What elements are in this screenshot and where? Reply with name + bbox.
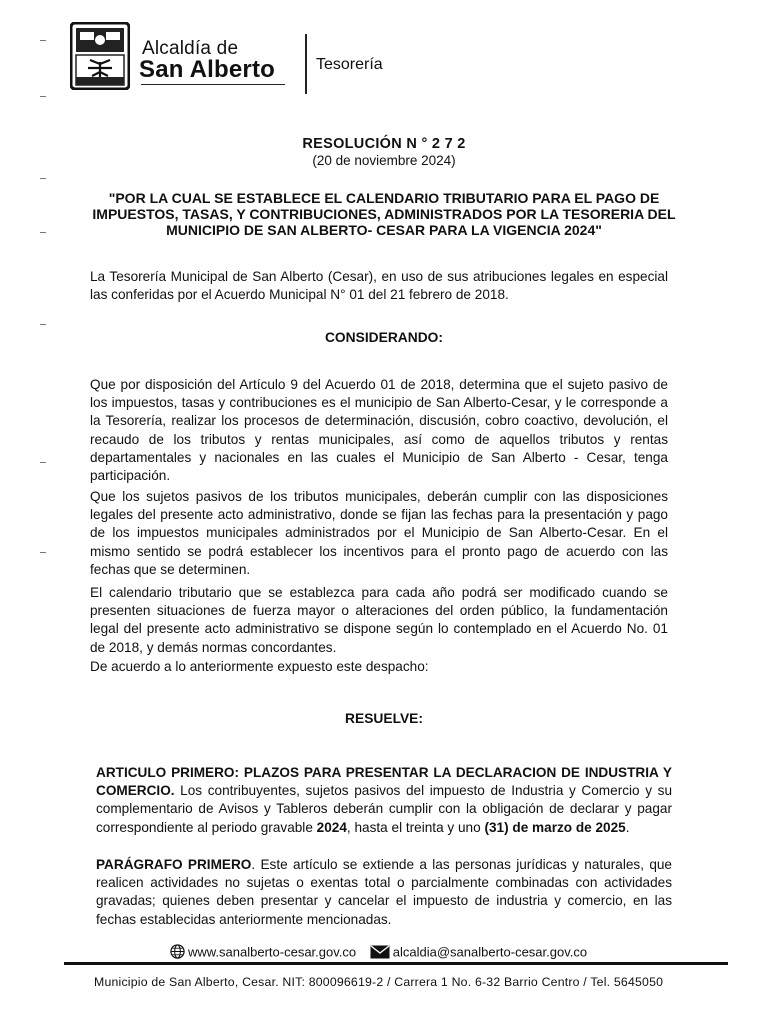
article-first-text: Los contribuyentes, sujetos pasivos del impuesto de Industria y Comercio y su complementario de Avisos y Tableros deberán cumplir con la obligación de declarar y pagar correspondiente al periodo gravable	[96, 783, 672, 835]
considerando-paragraph-4: De acuerdo a lo anteriormente expuesto este despacho:	[90, 659, 429, 674]
website-link[interactable]: www.sanalberto-cesar.gov.co	[188, 944, 357, 960]
considerando-paragraph-1: Que por disposición del Artículo 9 del Acuerdo 01 de 2018, determina que el sujeto pasivo de los impuestos, tasas y contribuciones es el municipio de San Alberto-Cesar, y le corresponde a la Tesorería, realizar los procesos de determinación, discusión, cobro coactivo, devolución, el recaudo de los tributos y rentas municipales, así como de aquellos tributos y rentas departamentales y nacionales en las cuales el Municipio de San Alberto - Cesar, tenga participación.	[90, 377, 668, 484]
article-first-text: .	[625, 819, 630, 835]
coat-of-arms-icon	[70, 22, 130, 90]
footer-address: Municipio de San Alberto, Cesar. NIT: 800096619-2 / Carrera 1 No. 6-32 Barrio Centro / Tel. 5645050	[94, 975, 664, 989]
scan-speck	[40, 178, 46, 179]
article-first	[96, 764, 672, 837]
resolution-subject: "POR LA CUAL SE ESTABLECE EL CALENDARIO TRIBUTARIO PARA EL PAGO DE IMPUESTOS, TASAS, Y CONTRIBUCIONES, ADMINISTRADOS POR LA TESORERIA DEL MUNICIPIO DE SAN ALBERTO- CESAR PARA LA VIGENCIA 2024"	[92, 190, 676, 238]
brand-underline	[141, 84, 285, 85]
scan-speck	[40, 324, 46, 325]
resuelve-heading: RESUELVE:	[345, 711, 423, 726]
article-first-text: , hasta el treinta y uno	[346, 819, 485, 835]
brand-line1: Alcaldía de	[142, 38, 239, 59]
resolution-date: (20 de noviembre 2024)	[312, 153, 456, 168]
considerando-paragraph-2: Que los sujetos pasivos de los tributos municipales, deberán cumplir con las disposiciones legales del presente acto administrativo, donde se fijan las fechas para la presentación y pago de los impuestos municipales administrados por el Municipio de San Alberto-Cesar. En el mismo sentido se podrá establecer los incentivos para el pronto pago de acuerdo con las fechas que se determinen.	[90, 489, 668, 577]
resolution-title: RESOLUCIÓN N ° 2 7 2	[302, 136, 466, 152]
scan-speck	[40, 552, 46, 553]
scan-speck	[40, 462, 46, 463]
footer-rule	[64, 962, 728, 965]
scan-speck	[40, 40, 46, 41]
envelope-icon	[370, 945, 390, 962]
article-first-deadline: (31) de marzo de 2025	[484, 819, 626, 835]
header-divider	[305, 34, 307, 94]
department-name: Tesorería	[316, 56, 383, 73]
article-first-year: 2024	[316, 819, 347, 835]
scan-speck	[40, 96, 46, 97]
paragraph-first-heading: PARÁGRAFO PRIMERO	[96, 857, 252, 872]
article-first-heading: ARTICULO PRIMERO: PLAZOS PARA PRESENTAR LA DECLARACION DE INDUSTRIA Y COMERCIO.	[96, 765, 672, 799]
footer-contacts	[170, 944, 587, 962]
intro-paragraph: La Tesorería Municipal de San Alberto (Cesar), en uso de sus atribuciones legales en especial las conferidas por el Acuerdo Municipal N° 01 del 21 febrero de 2018.	[90, 269, 668, 303]
paragraph-first-text: . Este artículo se extiende a las personas jurídicas y naturales, que realicen actividades no sujetas o exentas total o parcialmente combinadas con actividades gravadas; quienes deben presentar y cancelar el impuesto de industria y comercio, en las fechas establecidas anteriormente mencionadas.	[96, 857, 672, 927]
scan-speck	[40, 232, 46, 233]
email-link[interactable]: alcaldia@sanalberto-cesar.gov.co	[392, 944, 588, 960]
paragraph-first	[96, 856, 672, 929]
globe-icon	[170, 944, 185, 962]
considerando-heading: CONSIDERANDO:	[324, 330, 444, 345]
brand-line2: San Alberto	[139, 56, 275, 83]
considerando-paragraph-3: El calendario tributario que se establezca para cada año podrá ser modificado cuando se presenten situaciones de fuerza mayor o alteraciones del orden público, la fundamentación legal del presente acto administrativo se dispone según lo contemplado en el Acuerdo No. 01 de 2018, y demás normas concordantes.	[90, 585, 668, 655]
